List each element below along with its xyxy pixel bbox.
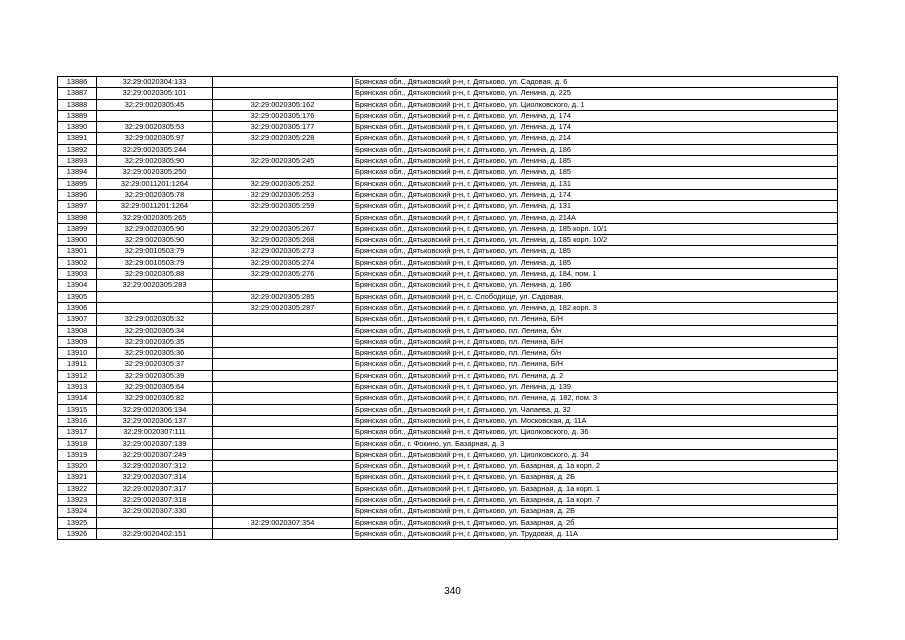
- cadastral-number-cell: 32:29:0020305:82: [97, 393, 213, 404]
- address-cell: Брянская обл., Дятьковский р-н, г. Дятьково, ул. Ленина, д. 214А: [353, 212, 838, 223]
- address-cell: Брянская обл., Дятьковский р-н, г. Дятьково, пл. Ленина, д. 182, пом. 3: [353, 393, 838, 404]
- table-row: [58, 449, 838, 460]
- parent-cadastral-number-cell: 32:29:0020307:354: [213, 517, 353, 528]
- table-row: [58, 77, 838, 88]
- row-number-cell: 13913: [58, 382, 97, 393]
- parent-cadastral-number-cell: [213, 506, 353, 517]
- cadastral-number-cell: 32:29:0020307:312: [97, 461, 213, 472]
- cadastral-number-cell: 32:29:0010503:79: [97, 246, 213, 257]
- row-number-cell: 13901: [58, 246, 97, 257]
- address-cell: Брянская обл., Дятьковский р-н, г. Дятьково, ул. Ленина, д. 185 корп. 10/1: [353, 223, 838, 234]
- parent-cadastral-number-cell: [213, 393, 353, 404]
- table-row: [58, 427, 838, 438]
- cadastral-number-cell: 32:29:0020305:32: [97, 314, 213, 325]
- cadastral-number-cell: 32:29:0011201:1264: [97, 201, 213, 212]
- table-row: [58, 110, 838, 121]
- parent-cadastral-number-cell: [213, 348, 353, 359]
- address-cell: Брянская обл., Дятьковский р-н, г. Дятьково, пл. Ленина, б/н: [353, 348, 838, 359]
- parent-cadastral-number-cell: 32:29:0020305:162: [213, 99, 353, 110]
- parent-cadastral-number-cell: [213, 280, 353, 291]
- row-number-cell: 13918: [58, 438, 97, 449]
- cadastral-number-cell: 32:29:0020305:90: [97, 156, 213, 167]
- parent-cadastral-number-cell: 32:29:0020305:176: [213, 110, 353, 121]
- registry-table: [57, 76, 838, 540]
- parent-cadastral-number-cell: [213, 144, 353, 155]
- cadastral-number-cell: 32:29:0020305:101: [97, 88, 213, 99]
- cadastral-number-cell: [97, 110, 213, 121]
- row-number-cell: 13909: [58, 336, 97, 347]
- cadastral-number-cell: 32:29:0020305:97: [97, 133, 213, 144]
- row-number-cell: 13914: [58, 393, 97, 404]
- table-row: [58, 122, 838, 133]
- address-cell: Брянская обл., Дятьковский р-н, г. Дятьково, ул. Циолковского, д. 36: [353, 427, 838, 438]
- address-cell: Брянская обл., Дятьковский р-н, г. Дятьково, ул. Ленина, д. 185: [353, 246, 838, 257]
- parent-cadastral-number-cell: [213, 212, 353, 223]
- address-cell: Брянская обл., г. Фокино, ул. Базарная, д. 3: [353, 438, 838, 449]
- row-number-cell: 13916: [58, 415, 97, 426]
- registry-table-body: [58, 77, 838, 540]
- cadastral-number-cell: 32:29:0020305:53: [97, 122, 213, 133]
- table-row: [58, 325, 838, 336]
- parent-cadastral-number-cell: 32:29:0020305:285: [213, 291, 353, 302]
- cadastral-number-cell: 32:29:0020305:34: [97, 325, 213, 336]
- table-row: [58, 212, 838, 223]
- table-row: [58, 314, 838, 325]
- address-cell: Брянская обл., Дятьковский р-н, г. Дятьково, ул. Садовая, д. 6: [353, 77, 838, 88]
- address-cell: Брянская обл., Дятьковский р-н, г. Дятьково, ул. Ленина, д. 214: [353, 133, 838, 144]
- row-number-cell: 13890: [58, 122, 97, 133]
- row-number-cell: 13912: [58, 370, 97, 381]
- address-cell: Брянская обл., Дятьковский р-н, с. Слободище, ул. Садовая,: [353, 291, 838, 302]
- row-number-cell: 13892: [58, 144, 97, 155]
- row-number-cell: 13904: [58, 280, 97, 291]
- table-row: [58, 280, 838, 291]
- parent-cadastral-number-cell: [213, 472, 353, 483]
- cadastral-number-cell: 32:29:0020306:134: [97, 404, 213, 415]
- address-cell: Брянская обл., Дятьковский р-н, г. Дятьково, ул. Базарная, д. 2Б: [353, 506, 838, 517]
- row-number-cell: 13886: [58, 77, 97, 88]
- table-row: [58, 201, 838, 212]
- row-number-cell: 13888: [58, 99, 97, 110]
- address-cell: Брянская обл., Дятьковский р-н, г. Дятьково, ул. Ленина, д. 174: [353, 122, 838, 133]
- row-number-cell: 13894: [58, 167, 97, 178]
- address-cell: Брянская обл., Дятьковский р-н, г. Дятьково, ул. Московская, д. 11А: [353, 415, 838, 426]
- table-row: [58, 269, 838, 280]
- address-cell: Брянская обл., Дятьковский р-н, г. Дятьково, ул. Циолковского, д. 1: [353, 99, 838, 110]
- parent-cadastral-number-cell: [213, 370, 353, 381]
- row-number-cell: 13893: [58, 156, 97, 167]
- row-number-cell: 13908: [58, 325, 97, 336]
- row-number-cell: 13895: [58, 178, 97, 189]
- table-row: [58, 359, 838, 370]
- parent-cadastral-number-cell: 32:29:0020305:253: [213, 189, 353, 200]
- cadastral-number-cell: 32:29:0020305:36: [97, 348, 213, 359]
- cadastral-number-cell: 32:29:0020305:45: [97, 99, 213, 110]
- address-cell: Брянская обл., Дятьковский р-н, г. Дятьково, ул. Базарная, д. 2б: [353, 517, 838, 528]
- address-cell: Брянская обл., Дятьковский р-н, г. Дятьково, ул. Базарная, д. 1а корп. 1: [353, 483, 838, 494]
- table-row: [58, 472, 838, 483]
- parent-cadastral-number-cell: [213, 336, 353, 347]
- cadastral-number-cell: 32:29:0020305:37: [97, 359, 213, 370]
- address-cell: Брянская обл., Дятьковский р-н, г. Дятьково, ул. Циолковского, д. 34: [353, 449, 838, 460]
- address-cell: Брянская обл., Дятьковский р-н, г. Дятьково, пл. Ленина, Б/Н: [353, 359, 838, 370]
- row-number-cell: 13896: [58, 189, 97, 200]
- parent-cadastral-number-cell: [213, 528, 353, 539]
- row-number-cell: 13919: [58, 449, 97, 460]
- cadastral-number-cell: 32:29:0020402:151: [97, 528, 213, 539]
- row-number-cell: 13898: [58, 212, 97, 223]
- address-cell: Брянская обл., Дятьковский р-н, г. Дятьково, ул. Ленина, д. 182 корп. 3: [353, 302, 838, 313]
- table-row: [58, 461, 838, 472]
- parent-cadastral-number-cell: 32:29:0020305:268: [213, 235, 353, 246]
- parent-cadastral-number-cell: [213, 427, 353, 438]
- address-cell: Брянская обл., Дятьковский р-н, г. Дятьково, ул. Ленина, д. 185 корп. 10/2: [353, 235, 838, 246]
- row-number-cell: 13922: [58, 483, 97, 494]
- parent-cadastral-number-cell: 32:29:0020305:177: [213, 122, 353, 133]
- parent-cadastral-number-cell: [213, 438, 353, 449]
- table-row: [58, 382, 838, 393]
- cadastral-number-cell: 32:29:0020305:35: [97, 336, 213, 347]
- row-number-cell: 13915: [58, 404, 97, 415]
- address-cell: Брянская обл., Дятьковский р-н, г. Дятьково, пл. Ленина, б/н: [353, 325, 838, 336]
- cadastral-number-cell: 32:29:0020305:78: [97, 189, 213, 200]
- row-number-cell: 13917: [58, 427, 97, 438]
- row-number-cell: 13889: [58, 110, 97, 121]
- table-row: [58, 257, 838, 268]
- cadastral-number-cell: 32:29:0020307:318: [97, 494, 213, 505]
- address-cell: Брянская обл., Дятьковский р-н, г. Дятьково, ул. Базарная, д. 1а корп. 7: [353, 494, 838, 505]
- table-row: [58, 517, 838, 528]
- cadastral-number-cell: 32:29:0020307:249: [97, 449, 213, 460]
- address-cell: Брянская обл., Дятьковский р-н, г. Дятьково, ул. Ленина, д. 185: [353, 156, 838, 167]
- table-row: [58, 246, 838, 257]
- row-number-cell: 13887: [58, 88, 97, 99]
- row-number-cell: 13902: [58, 257, 97, 268]
- table-row: [58, 483, 838, 494]
- cadastral-number-cell: [97, 291, 213, 302]
- parent-cadastral-number-cell: [213, 415, 353, 426]
- row-number-cell: 13905: [58, 291, 97, 302]
- parent-cadastral-number-cell: [213, 88, 353, 99]
- row-number-cell: 13921: [58, 472, 97, 483]
- table-row: [58, 133, 838, 144]
- address-cell: Брянская обл., Дятьковский р-н, г. Дятьково, пл. Ленина, д. 2: [353, 370, 838, 381]
- cadastral-number-cell: 32:29:0020305:39: [97, 370, 213, 381]
- address-cell: Брянская обл., Дятьковский р-н, г. Дятьково, ул. Базарная, д. 2Б: [353, 472, 838, 483]
- table-row: [58, 302, 838, 313]
- parent-cadastral-number-cell: [213, 359, 353, 370]
- address-cell: Брянская обл., Дятьковский р-н, г. Дятьково, ул. Ленина, д. 185: [353, 257, 838, 268]
- row-number-cell: 13907: [58, 314, 97, 325]
- table-row: [58, 223, 838, 234]
- address-cell: Брянская обл., Дятьковский р-н, г. Дятьково, ул. Ленина, д. 184, пом. 1: [353, 269, 838, 280]
- parent-cadastral-number-cell: [213, 77, 353, 88]
- table-row: [58, 528, 838, 539]
- address-cell: Брянская обл., Дятьковский р-н, г. Дятьково, ул. Ленина, д. 185: [353, 167, 838, 178]
- cadastral-number-cell: 32:29:0020307:314: [97, 472, 213, 483]
- row-number-cell: 13924: [58, 506, 97, 517]
- cadastral-number-cell: 32:29:0020305:90: [97, 235, 213, 246]
- parent-cadastral-number-cell: 32:29:0020305:245: [213, 156, 353, 167]
- address-cell: Брянская обл., Дятьковский р-н, г. Дятьково, ул. Трудовая, д. 11А: [353, 528, 838, 539]
- parent-cadastral-number-cell: [213, 449, 353, 460]
- table-row: [58, 336, 838, 347]
- row-number-cell: 13926: [58, 528, 97, 539]
- row-number-cell: 13900: [58, 235, 97, 246]
- address-cell: Брянская обл., Дятьковский р-н, г. Дятьково, ул. Ленина, д. 131: [353, 178, 838, 189]
- cadastral-number-cell: 32:29:0020305:88: [97, 269, 213, 280]
- cadastral-number-cell: 32:29:0010503:79: [97, 257, 213, 268]
- parent-cadastral-number-cell: [213, 483, 353, 494]
- table-row: [58, 415, 838, 426]
- address-cell: Брянская обл., Дятьковский р-н, г. Дятьково, ул. Чапаева, д. 32: [353, 404, 838, 415]
- address-cell: Брянская обл., Дятьковский р-н, г. Дятьково, ул. Ленина, д. 131: [353, 201, 838, 212]
- table-row: [58, 291, 838, 302]
- row-number-cell: 13910: [58, 348, 97, 359]
- cadastral-number-cell: 32:29:0011201:1264: [97, 178, 213, 189]
- row-number-cell: 13923: [58, 494, 97, 505]
- cadastral-number-cell: 32:29:0020305:244: [97, 144, 213, 155]
- address-cell: Брянская обл., Дятьковский р-н, г. Дятьково, ул. Ленина, д. 225: [353, 88, 838, 99]
- table-row: [58, 494, 838, 505]
- address-cell: Брянская обл., Дятьковский р-н, г. Дятьково, ул. Ленина, д. 186: [353, 280, 838, 291]
- parent-cadastral-number-cell: [213, 382, 353, 393]
- table-row: [58, 99, 838, 110]
- cadastral-number-cell: 32:29:0020305:90: [97, 223, 213, 234]
- row-number-cell: 13911: [58, 359, 97, 370]
- parent-cadastral-number-cell: 32:29:0020305:276: [213, 269, 353, 280]
- row-number-cell: 13920: [58, 461, 97, 472]
- cadastral-number-cell: 32:29:0020307:330: [97, 506, 213, 517]
- cadastral-number-cell: 32:29:0020305:283: [97, 280, 213, 291]
- cadastral-number-cell: [97, 302, 213, 313]
- row-number-cell: 13906: [58, 302, 97, 313]
- row-number-cell: 13899: [58, 223, 97, 234]
- cadastral-number-cell: [97, 517, 213, 528]
- table-row: [58, 235, 838, 246]
- table-row: [58, 348, 838, 359]
- cadastral-number-cell: 32:29:0020304:133: [97, 77, 213, 88]
- row-number-cell: 13903: [58, 269, 97, 280]
- table-row: [58, 88, 838, 99]
- cadastral-number-cell: 32:29:0020305:64: [97, 382, 213, 393]
- cadastral-number-cell: 32:29:0020307:111: [97, 427, 213, 438]
- parent-cadastral-number-cell: 32:29:0020305:267: [213, 223, 353, 234]
- parent-cadastral-number-cell: [213, 314, 353, 325]
- table-row: [58, 438, 838, 449]
- page-number: 340: [444, 586, 461, 597]
- parent-cadastral-number-cell: [213, 325, 353, 336]
- table-row: [58, 404, 838, 415]
- table-row: [58, 189, 838, 200]
- address-cell: Брянская обл., Дятьковский р-н, г. Дятьково, ул. Ленина, д. 174: [353, 110, 838, 121]
- parent-cadastral-number-cell: [213, 404, 353, 415]
- address-cell: Брянская обл., Дятьковский р-н, г. Дятьково, ул. Ленина, д. 139: [353, 382, 838, 393]
- parent-cadastral-number-cell: 32:29:0020305:274: [213, 257, 353, 268]
- row-number-cell: 13891: [58, 133, 97, 144]
- cadastral-number-cell: 32:29:0020305:250: [97, 167, 213, 178]
- table-row: [58, 506, 838, 517]
- cadastral-number-cell: 32:29:0020307:317: [97, 483, 213, 494]
- parent-cadastral-number-cell: [213, 167, 353, 178]
- address-cell: Брянская обл., Дятьковский р-н, г. Дятьково, пл. Ленина, Б/Н: [353, 336, 838, 347]
- row-number-cell: 13897: [58, 201, 97, 212]
- row-number-cell: 13925: [58, 517, 97, 528]
- table-row: [58, 156, 838, 167]
- table-row: [58, 393, 838, 404]
- cadastral-number-cell: 32:29:0020307:139: [97, 438, 213, 449]
- table-row: [58, 167, 838, 178]
- parent-cadastral-number-cell: 32:29:0020305:273: [213, 246, 353, 257]
- address-cell: Брянская обл., Дятьковский р-н, г. Дятьково, пл. Ленина, Б/Н: [353, 314, 838, 325]
- address-cell: Брянская обл., Дятьковский р-н, г. Дятьково, ул. Ленина, д. 186: [353, 144, 838, 155]
- table-row: [58, 370, 838, 381]
- cadastral-number-cell: 32:29:0020306:137: [97, 415, 213, 426]
- table-row: [58, 178, 838, 189]
- parent-cadastral-number-cell: 32:29:0020305:228: [213, 133, 353, 144]
- address-cell: Брянская обл., Дятьковский р-н, г. Дятьково, ул. Базарная, д. 1а корп. 2: [353, 461, 838, 472]
- parent-cadastral-number-cell: [213, 461, 353, 472]
- parent-cadastral-number-cell: 32:29:0020305:252: [213, 178, 353, 189]
- address-cell: Брянская обл., Дятьковский р-н, г. Дятьково, ул. Ленина, д. 174: [353, 189, 838, 200]
- table-row: [58, 144, 838, 155]
- parent-cadastral-number-cell: 32:29:0020305:259: [213, 201, 353, 212]
- cadastral-number-cell: 32:29:0020305:265: [97, 212, 213, 223]
- parent-cadastral-number-cell: [213, 494, 353, 505]
- parent-cadastral-number-cell: 32:29:0020305:287: [213, 302, 353, 313]
